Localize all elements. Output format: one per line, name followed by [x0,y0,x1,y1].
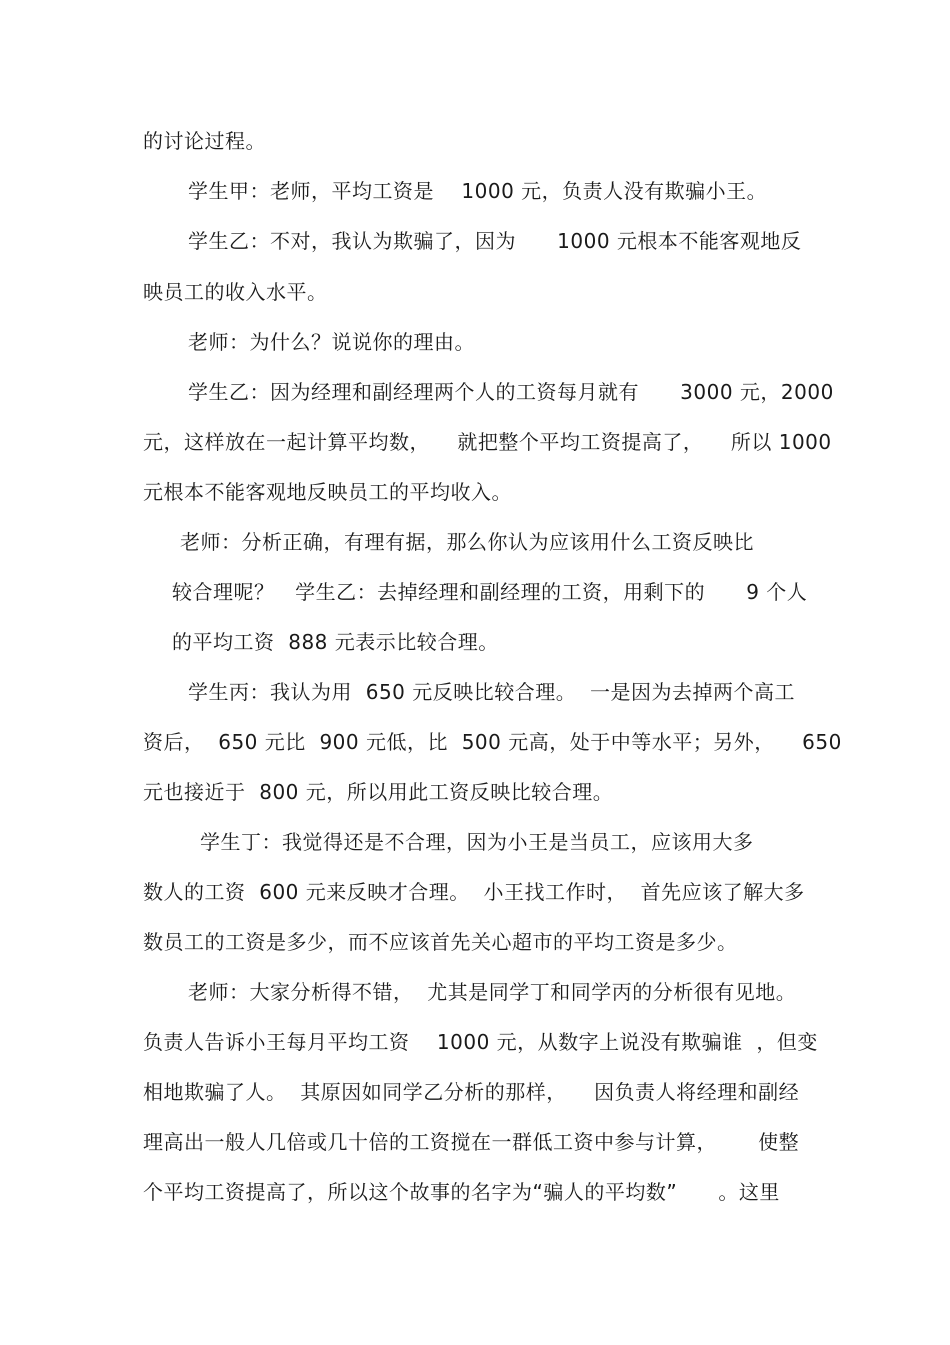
text-line: 老师：大家分析得不错， 尤其是同学丁和同学丙的分析很有见地。 [188,980,797,1004]
text-line: 较合理呢？ 学生乙：去掉经理和副经理的工资，用剩下的 9 个人 [172,580,808,604]
text-line: 的平均工资 888 元表示比较合理。 [172,630,499,654]
text-line: 数员工的工资是多少，而不应该首先关心超市的平均工资是多少。 [143,930,738,954]
text-line: 理高出一般人几倍或几十倍的工资搅在一群低工资中参与计算， 使整 [143,1130,800,1154]
text-line: 的讨论过程。 [143,129,266,153]
text-line: 学生丙：我认为用 650 元反映比较合理。 一是因为去掉两个高工 [188,680,795,704]
text-line: 数人的工资 600 元来反映才合理。 小王找工作时， 首先应该了解大多 [143,880,805,904]
text-line: 映员工的收入水平。 [143,280,328,304]
text-line: 元根本不能客观地反映员工的平均收入。 [143,480,512,504]
text-line: 元，这样放在一起计算平均数， 就把整个平均工资提高了， 所以 1000 [143,430,832,454]
text-line: 相地欺骗了人。 其原因如同学乙分析的那样， 因负责人将经理和副经 [143,1080,800,1104]
text-line: 学生乙：不对，我认为欺骗了，因为 1000 元根本不能客观地反 [188,229,802,253]
text-line: 学生甲：老师，平均工资是 1000 元，负责人没有欺骗小王。 [188,179,768,203]
text-line: 老师：为什么？说说你的理由。 [188,330,475,354]
text-line: 老师：分析正确，有理有据，那么你认为应该用什么工资反映比 [180,530,754,554]
text-line: 学生乙：因为经理和副经理两个人的工资每月就有 3000 元，2000 [188,380,834,404]
text-line: 负责人告诉小王每月平均工资 1000 元，从数字上说没有欺骗谁 ，但变 [143,1030,818,1054]
text-line: 个平均工资提高了，所以这个故事的名字为“骗人的平均数” 。这里 [143,1180,780,1204]
text-line: 元也接近于 800 元，所以用此工资反映比较合理。 [143,780,614,804]
text-line: 学生丁：我觉得还是不合理，因为小王是当员工，应该用大多 [200,830,754,854]
text-line: 资后， 650 元比 900 元低，比 500 元高，处于中等水平；另外， 650 [143,730,842,754]
